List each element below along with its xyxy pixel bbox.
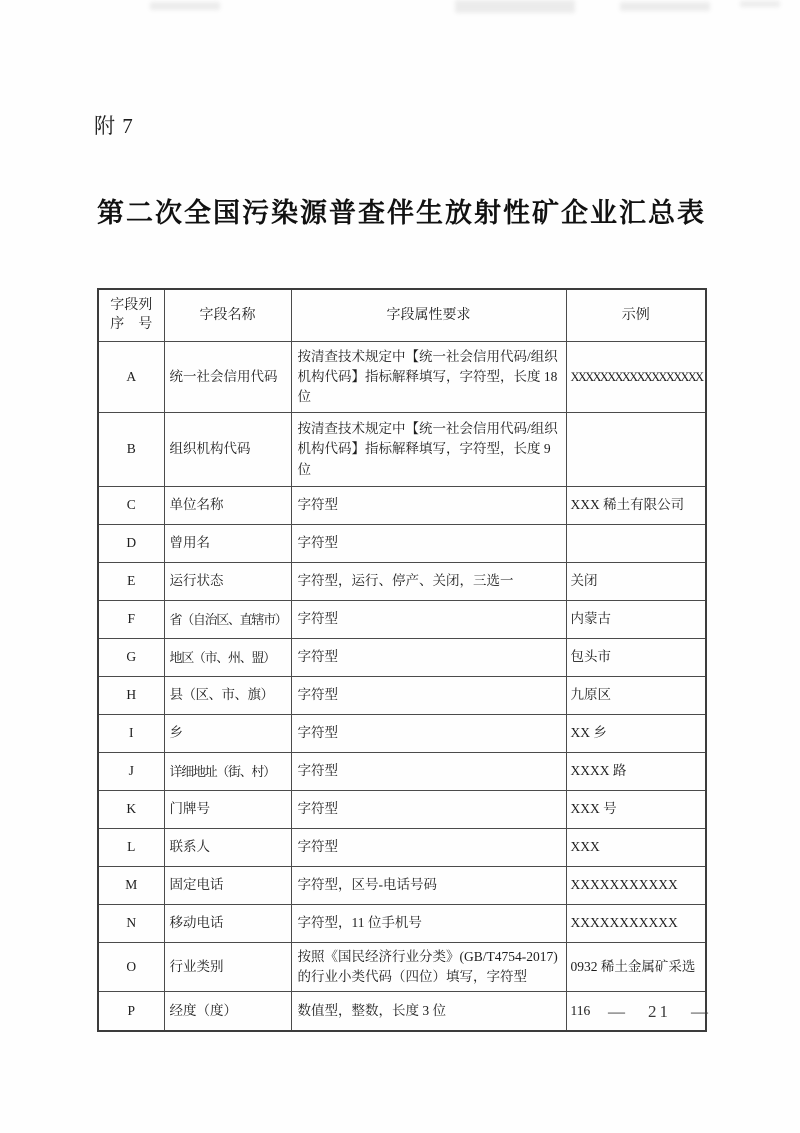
example-cell: XXXX 路 xyxy=(566,753,706,791)
field-name-cell: 经度（度） xyxy=(164,992,291,1032)
example-cell: XXX xyxy=(566,829,706,867)
row-id-cell: A xyxy=(98,342,164,413)
summary-table xyxy=(97,288,707,1032)
page-title: 第二次全国污染源普查伴生放射性矿企业汇总表 xyxy=(97,198,706,228)
row-id-cell: L xyxy=(98,829,164,867)
field-requirement-header: 字段属性要求 xyxy=(291,289,566,342)
example-cell: 关闭 xyxy=(566,563,706,601)
example-cell: 内蒙古 xyxy=(566,601,706,639)
example-cell: 116 xyxy=(566,992,706,1032)
row-id-cell: M xyxy=(98,867,164,905)
requirement-cell: 字符型 xyxy=(291,525,566,563)
table-row xyxy=(98,639,706,677)
table-header-row xyxy=(98,289,706,342)
page-number: — 21 — xyxy=(608,1002,711,1021)
table-row xyxy=(98,525,706,563)
example-cell: XXXXXXXXXXXXXXXXXX xyxy=(566,342,706,413)
row-id-cell: D xyxy=(98,525,164,563)
field-name-cell: 乡 xyxy=(164,715,291,753)
requirement-cell: 字符型 xyxy=(291,829,566,867)
field-index-header-line1: 字段列 xyxy=(110,297,153,313)
row-id-cell: O xyxy=(98,943,164,992)
field-name-cell: 固定电话 xyxy=(164,867,291,905)
example-header: 示例 xyxy=(566,289,706,342)
row-id-cell: I xyxy=(98,715,164,753)
field-name-cell: 统一社会信用代码 xyxy=(164,342,291,413)
example-cell: XXXXXXXXXXX xyxy=(566,905,706,943)
field-index-header-line2: 序 号 xyxy=(110,316,153,332)
table-row xyxy=(98,677,706,715)
field-name-cell: 组织机构代码 xyxy=(164,413,291,487)
example-cell xyxy=(566,413,706,487)
row-id-cell: F xyxy=(98,601,164,639)
requirement-cell: 字符型 xyxy=(291,753,566,791)
row-id-cell: E xyxy=(98,563,164,601)
requirement-cell: 字符型 xyxy=(291,791,566,829)
table-row xyxy=(98,791,706,829)
field-index-header xyxy=(98,289,164,342)
table-row xyxy=(98,413,706,487)
requirement-cell: 字符型，运行、停产、关闭，三选一 xyxy=(291,563,566,601)
example-cell: XXXXXXXXXXX xyxy=(566,867,706,905)
requirement-cell: 按清查技术规定中【统一社会信用代码/组织机构代码】指标解释填写，字符型，长度 18 位 xyxy=(291,342,566,413)
scan-artifact xyxy=(740,1,780,7)
table-row xyxy=(98,943,706,992)
example-cell xyxy=(566,525,706,563)
example-cell: 九原区 xyxy=(566,677,706,715)
requirement-cell: 字符型 xyxy=(291,601,566,639)
example-cell: 包头市 xyxy=(566,639,706,677)
field-name-cell: 联系人 xyxy=(164,829,291,867)
field-name-cell: 移动电话 xyxy=(164,905,291,943)
field-name-cell: 门牌号 xyxy=(164,791,291,829)
field-name-cell: 地区（市、州、盟） xyxy=(164,639,291,677)
row-id-cell: G xyxy=(98,639,164,677)
requirement-cell: 字符型 xyxy=(291,487,566,525)
table-row xyxy=(98,829,706,867)
scan-artifact xyxy=(150,2,220,10)
attachment-label: 附 7 xyxy=(94,114,134,138)
row-id-cell: J xyxy=(98,753,164,791)
row-id-cell: N xyxy=(98,905,164,943)
field-name-cell: 详细地址（街、村） xyxy=(164,753,291,791)
row-id-cell: B xyxy=(98,413,164,487)
requirement-cell: 字符型 xyxy=(291,715,566,753)
requirement-cell: 字符型 xyxy=(291,639,566,677)
requirement-cell: 按清查技术规定中【统一社会信用代码/组织机构代码】指标解释填写，字符型，长度 9 位 xyxy=(291,413,566,487)
requirement-cell: 数值型，整数，长度 3 位 xyxy=(291,992,566,1032)
field-name-cell: 省（自治区、直辖市） xyxy=(164,601,291,639)
scan-artifact xyxy=(455,0,575,13)
example-cell: XXX 稀土有限公司 xyxy=(566,487,706,525)
table-row xyxy=(98,601,706,639)
table-row xyxy=(98,867,706,905)
requirement-cell: 字符型，区号-电话号码 xyxy=(291,867,566,905)
scan-artifact xyxy=(620,2,710,11)
row-id-cell: C xyxy=(98,487,164,525)
table-row xyxy=(98,563,706,601)
requirement-cell: 按照《国民经济行业分类》(GB/T4754-2017)的行业小类代码（四位）填写，字符型 xyxy=(291,943,566,992)
field-name-cell: 县（区、市、旗） xyxy=(164,677,291,715)
table-row xyxy=(98,905,706,943)
example-cell: XX 乡 xyxy=(566,715,706,753)
table-row xyxy=(98,487,706,525)
table-row xyxy=(98,715,706,753)
requirement-cell: 字符型，11 位手机号 xyxy=(291,905,566,943)
field-name-cell: 行业类别 xyxy=(164,943,291,992)
field-name-cell: 单位名称 xyxy=(164,487,291,525)
field-name-cell: 运行状态 xyxy=(164,563,291,601)
field-name-header: 字段名称 xyxy=(164,289,291,342)
row-id-cell: P xyxy=(98,992,164,1032)
row-id-cell: K xyxy=(98,791,164,829)
example-cell: 0932 稀土金属矿采选 xyxy=(566,943,706,992)
table-row xyxy=(98,753,706,791)
field-name-cell: 曾用名 xyxy=(164,525,291,563)
table-row xyxy=(98,342,706,413)
row-id-cell: H xyxy=(98,677,164,715)
example-cell: XXX 号 xyxy=(566,791,706,829)
requirement-cell: 字符型 xyxy=(291,677,566,715)
